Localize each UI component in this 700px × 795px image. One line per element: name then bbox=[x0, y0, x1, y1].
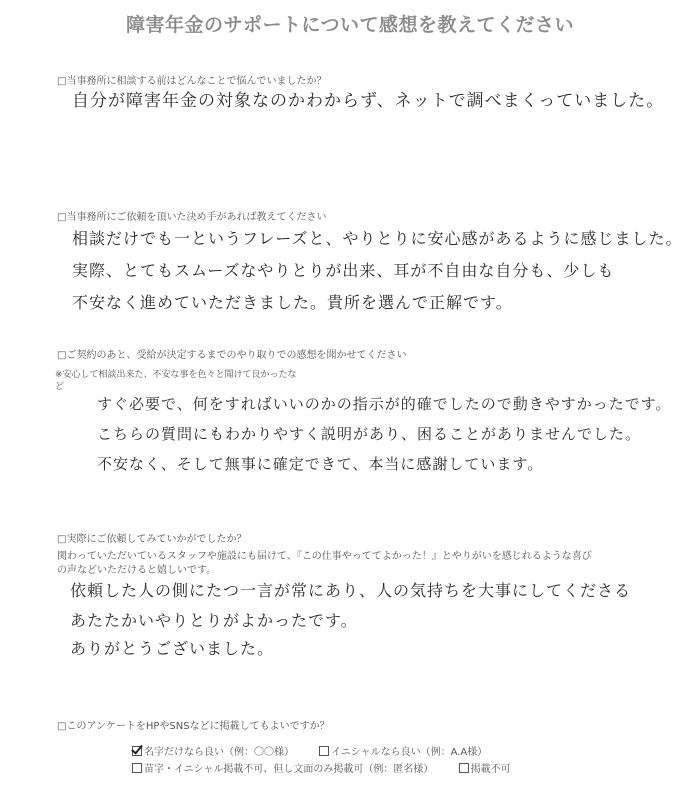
option-surname-only[interactable] bbox=[132, 743, 294, 758]
option-label: 掲載不可 bbox=[470, 764, 511, 775]
note-line: ※安心して相談出来た、不安な事を色々と聞けて良かったな bbox=[55, 370, 297, 380]
answer-overall-experience-line: あたたかいやりとりがよかったです。 bbox=[70, 611, 358, 630]
answer-after-contract-line: こちらの質問にもわかりやすく説明があり、困ることがありませんでした。 bbox=[97, 425, 642, 443]
checkbox-checked-icon[interactable] bbox=[132, 746, 142, 756]
answer-overall-experience-line: 依頼した人の側にたつ一言が常にあり、人の気持ちを大事にしてくださる bbox=[70, 581, 632, 600]
option-label: 苗字・イニシャル掲載不可、但し文面のみ掲載可（例：匿名様） bbox=[144, 764, 434, 775]
checkbox-icon[interactable] bbox=[319, 746, 329, 756]
answer-before-consultation-line: 自分が障害年金の対象なのかわからず、ネットで調べまくっていました。 bbox=[72, 91, 665, 111]
option-text-only[interactable] bbox=[132, 760, 433, 775]
answer-deciding-factor-line: 実際、とてもスムーズなやりとりが出来、耳が不自由な自分も、少しも bbox=[72, 261, 615, 280]
option-label: 名字だけなら良い（例：〇〇様） bbox=[144, 747, 294, 758]
answer-after-contract-line: 不安なく、そして無事に確定できて、本当に感謝しています。 bbox=[97, 455, 544, 473]
answer-deciding-factor-line: 不安なく進めていただきました。貴所を選んで正解です。 bbox=[72, 293, 513, 312]
question-deciding-factor: □当事務所にご依頼を頂いた決め手があれば教えてください bbox=[57, 212, 327, 223]
checkbox-icon[interactable] bbox=[132, 763, 142, 773]
note-line: ど bbox=[55, 382, 65, 392]
option-not-allowed[interactable] bbox=[459, 760, 511, 775]
question-publish-consent: □このアンケートをHPやSNSなどに掲載してもよいですか？ bbox=[57, 721, 330, 732]
publish-options-row-2 bbox=[132, 760, 533, 775]
question-overall-experience: □実際にご依頼してみていかがでしたか？ bbox=[57, 534, 247, 545]
answer-deciding-factor-line: 相談だけでも一というフレーズと、やりとりに安心感があるように感じました。 bbox=[72, 229, 683, 248]
option-label: イニシャルなら良い（例：A.A様） bbox=[331, 747, 488, 758]
question-after-contract: □ご契約のあと、受給が決定するまでのやり取りでの感想を聞かせてください bbox=[57, 350, 407, 361]
checkbox-icon[interactable] bbox=[459, 763, 469, 773]
question-before-consultation: □当事務所に相談する前はどんなことで悩んでいましたか？ bbox=[57, 76, 327, 87]
page-title: 障害年金のサポートについて感想を教えてください bbox=[125, 14, 575, 36]
answer-after-contract-line: すぐ必要で、何をすればいいのかの指示が的確でしたので動きやすかったです。 bbox=[97, 395, 672, 413]
publish-options-row-1 bbox=[132, 743, 509, 758]
answer-overall-experience-line: ありがとうございました。 bbox=[70, 639, 275, 658]
question-overall-experience-detail: 関わっていただいているスタッフや施設にも届けて、『この仕事やっててよかった！』とやりがいを感じれるような喜び bbox=[57, 551, 592, 562]
question-overall-experience-detail: の声などいただけると嬉しいです。 bbox=[57, 565, 217, 576]
option-initials[interactable] bbox=[319, 743, 487, 758]
